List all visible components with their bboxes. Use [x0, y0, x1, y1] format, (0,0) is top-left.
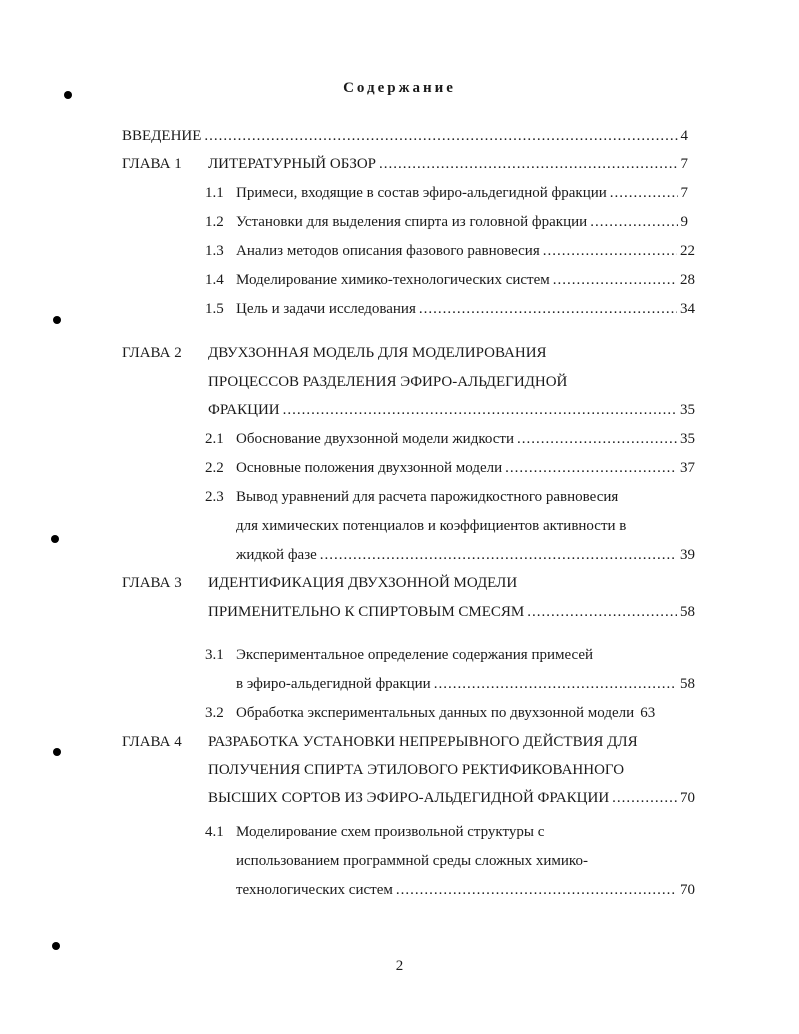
leader-dots — [610, 181, 678, 205]
chapter-title-line: ИДЕНТИФИКАЦИЯ ДВУХЗОННОЙ МОДЕЛИ — [208, 575, 518, 591]
toc-entry-3-2 — [236, 701, 695, 725]
section-number: 1.5 — [205, 301, 224, 317]
binder-hole-mark — [52, 942, 60, 950]
section-number: 1.2 — [205, 214, 224, 230]
toc-entry-1-3 — [236, 239, 695, 263]
chapter-title-line: ПРОЦЕССОВ РАЗДЕЛЕНИЯ ЭФИРО-АЛЬДЕГИДНОЙ — [208, 374, 568, 390]
leader-dots — [612, 786, 677, 810]
toc-entry-1-4 — [236, 268, 695, 292]
chapter-title-line: ДВУХЗОННАЯ МОДЕЛЬ ДЛЯ МОДЕЛИРОВАНИЯ — [208, 345, 547, 361]
chapter-tag: ГЛАВА 3 — [122, 575, 182, 591]
toc-entry-chapter3 — [208, 600, 695, 624]
toc-label: жидкой фазе — [236, 547, 317, 563]
toc-page: 34 — [680, 301, 695, 317]
toc-page: 35 — [680, 431, 695, 447]
chapter-tag: ГЛАВА 1 — [122, 156, 182, 172]
toc-label: Моделирование химико-технологических систем — [236, 272, 550, 288]
section-number: 2.2 — [205, 460, 224, 476]
toc-label: ПРИМЕНИТЕЛЬНО К СПИРТОВЫМ СМЕСЯМ — [208, 604, 525, 620]
chapter-tag: ГЛАВА 4 — [122, 734, 182, 750]
section-title-line: Вывод уравнений для расчета парожидкостного равновесия — [236, 489, 619, 505]
leader-dots — [553, 268, 677, 292]
toc-label: Анализ методов описания фазового равновесия — [236, 243, 540, 259]
leader-dots — [320, 543, 677, 567]
section-title-line: Экспериментальное определение содержания примесей — [236, 647, 594, 663]
toc-label: ФРАКЦИИ — [208, 402, 280, 418]
leader-dots — [283, 398, 677, 422]
section-number: 3.1 — [205, 647, 224, 663]
leader-dots — [204, 124, 677, 148]
toc-entry-4-1 — [236, 878, 695, 902]
toc-page: 70 — [680, 790, 695, 806]
toc-label: Примеси, входящие в состав эфиро-альдегидной фракции — [236, 185, 607, 201]
toc-entry-1-5 — [236, 297, 695, 321]
toc-label: ВЫСШИХ СОРТОВ ИЗ ЭФИРО-АЛЬДЕГИДНОЙ ФРАКЦИИ — [208, 790, 610, 806]
toc-label: ЛИТЕРАТУРНЫЙ ОБЗОР — [208, 156, 377, 172]
chapter-title-line: ПОЛУЧЕНИЯ СПИРТА ЭТИЛОВОГО РЕКТИФИКОВАННОГО — [208, 762, 625, 778]
toc-entry-2-3 — [236, 543, 695, 567]
leader-dots — [543, 239, 677, 263]
section-title-line: для химических потенциалов и коэффициентов активности в — [236, 518, 627, 534]
toc-entry-1-2 — [236, 210, 688, 234]
section-number: 4.1 — [205, 824, 224, 840]
section-title-line: Моделирование схем произвольной структуры с — [236, 824, 545, 840]
toc-label: в эфиро-альдегидной фракции — [236, 676, 431, 692]
toc-page: 58 — [680, 676, 695, 692]
toc-label: Цель и задачи исследования — [236, 301, 416, 317]
toc-entry-chapter4 — [208, 786, 695, 810]
leader-dots — [419, 297, 677, 321]
leader-dots — [434, 672, 677, 696]
section-number: 3.2 — [205, 705, 224, 721]
section-number: 1.4 — [205, 272, 224, 288]
section-number: 2.3 — [205, 489, 224, 505]
toc-page: 4 — [680, 128, 688, 144]
leader-dots — [505, 456, 677, 480]
page-title: Содержание — [343, 80, 456, 96]
toc-page: 7 — [680, 156, 688, 172]
section-number: 1.1 — [205, 185, 224, 201]
toc-label: технологических систем — [236, 882, 393, 898]
section-number: 2.1 — [205, 431, 224, 447]
toc-page: 28 — [680, 272, 695, 288]
toc-page: 58 — [680, 604, 695, 620]
toc-entry-3-1 — [236, 672, 695, 696]
toc-page: 35 — [680, 402, 695, 418]
chapter-title-line: РАЗРАБОТКА УСТАНОВКИ НЕПРЕРЫВНОГО ДЕЙСТВИЯ ДЛЯ — [208, 734, 638, 750]
page-number: 2 — [395, 958, 404, 974]
section-title-line: использованием программной среды сложных химико- — [236, 853, 588, 869]
toc-page: 63 — [640, 705, 656, 721]
toc-label: ВВЕДЕНИЕ — [122, 128, 202, 144]
toc-entry-1-1 — [236, 181, 688, 205]
leader-dots — [396, 878, 677, 902]
leader-dots — [379, 152, 677, 176]
toc-label: Установки для выделения спирта из головной фракции — [236, 214, 588, 230]
binder-hole-mark — [53, 316, 61, 324]
toc-page: 7 — [680, 185, 688, 201]
toc-page: 37 — [680, 460, 695, 476]
toc-entry-intro — [122, 124, 688, 148]
toc-page: 70 — [680, 882, 695, 898]
binder-hole-mark — [51, 535, 59, 543]
chapter-tag: ГЛАВА 2 — [122, 345, 182, 361]
toc-label: Обработка экспериментальных данных по двухзонной модели — [236, 705, 635, 721]
toc-page: 39 — [680, 547, 695, 563]
toc-entry-2-1 — [236, 427, 695, 451]
toc-entry-chapter1 — [208, 152, 688, 176]
leader-dots — [517, 427, 677, 451]
toc-label: Обоснование двухзонной модели жидкости — [236, 431, 514, 447]
toc-page: 22 — [680, 243, 695, 259]
toc-page: 9 — [680, 214, 688, 230]
toc-label: Основные положения двухзонной модели — [236, 460, 503, 476]
toc-entry-2-2 — [236, 456, 695, 480]
section-number: 1.3 — [205, 243, 224, 259]
binder-hole-mark — [53, 748, 61, 756]
leader-dots — [590, 210, 677, 234]
toc-entry-chapter2 — [208, 398, 695, 422]
leader-dots — [527, 600, 677, 624]
